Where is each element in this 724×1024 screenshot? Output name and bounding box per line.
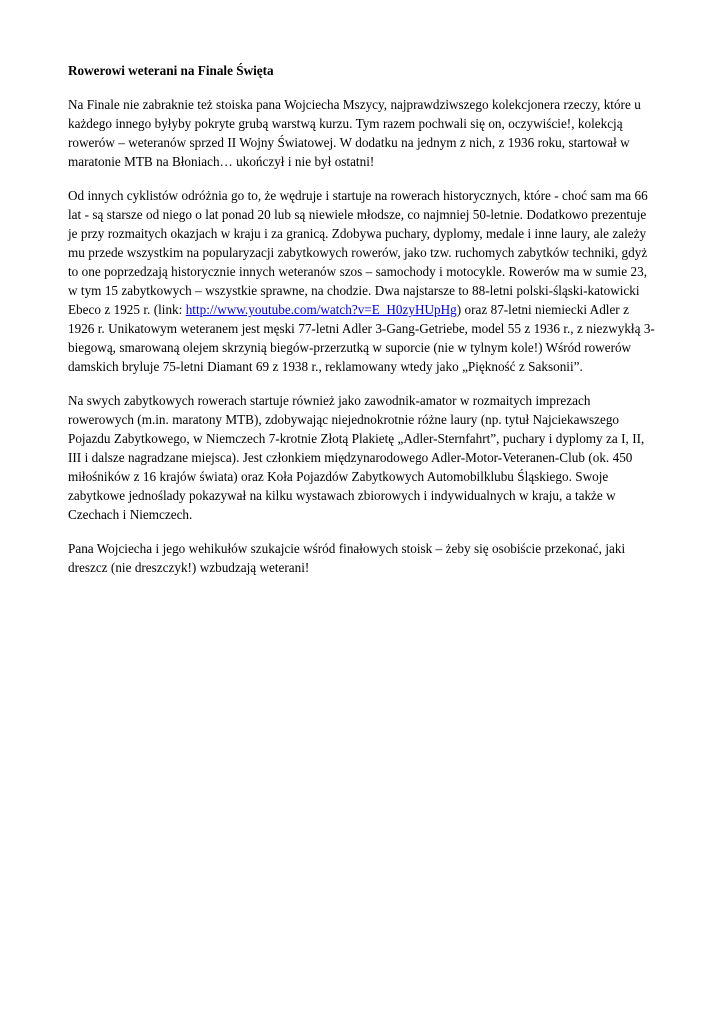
paragraph-collection-text-before: Od innych cyklistów odróżnia go to, że wędruje i startuje na rowerach historycznych, które - choć sam ma 66 lat - są starsze od niego o lat ponad 20 lub są niewiele młodsze, co najmniej 50-letnie. Dodatkowo prezentuje je przy rozmaitych okazjach w kraju i za granicą. Zdobywa puchary, dyplomy, medale i inne laury, ale zależy mu przede wszystkim na popularyzacji zabytkowych rowerów, jako tzw. ruchomych zabytków techniki, gdyż to one poprzedzają historycznie innych weteranów szos – samochody i motocykle. Rowerów ma w sumie 23, w tym 15 zabytkowych – wszystkie sprawne, na chodzie. Dwa najstarsze to 88-letni polski-śląski-katowicki Ebeco z 1925 r. (link: [68,188,648,318]
page-title: Rowerowi weterani na Finale Święta [68,63,274,78]
paragraph-intro: Na Finale nie zabraknie też stoiska pana Wojciecha Mszycy, najprawdziwszego kolekcjonera rzeczy, które u każdego innego byłyby pokryte grubą warstwą kurzu. Tym razem pochwali się on, oczywiście!, kolekcją rowerów – weteranów sprzed II Wojny Światowej. W dodatku na jednym z nich, z 1936 roku, startował w maratonie MTB na Błoniach… ukończył i nie był ostatni! [68,97,641,170]
paragraph-closing: Pana Wojciecha i jego wehikułów szukajcie wśród finałowych stoisk – żeby się osobiście przekonać, jaki dreszcz (nie dreszczyk!) wzbudzają weterani! [68,541,626,576]
youtube-link[interactable]: http://www.youtube.com/watch?v=E_H0zyHUpHg [185,302,457,318]
paragraph-collection-text-after: ) oraz 87-letni niemiecki Adler z 1926 r. Unikatowym weteranem jest męski 77-letni Adler 3-Gang-Getriebe, model 55 z 1936 r., z niezwykłą 3-biegową, smarowaną olejem skrzynią biegów-przerzutką w suporcie (nie w tylnym kole!) Wśród rowerów damskich bryluje 75-letni Diamant 69 z 1938 r., reklamowany wtedy jako „Piękność z Saksonii”. [68,302,655,375]
paragraph-collection [68,186,656,376]
paragraph-competitions: Na swych zabytkowych rowerach startuje również jako zawodnik-amator w rozmaitych imprezach rowerowych (m.in. maratony MTB), zdobywając niejednokrotnie różne laury (np. tytuł Najciekawszego Pojazdu Zabytkowego, w Niemczech 7-krotnie Złotą Plakietę „Adler-Sternfahrt”, puchary i dyplomy za I, II, III i dalsze nagradzane miejsca). Jest członkiem międzynarodowego Adler-Motor-Veteranen-Club (ok. 450 miłośników z 16 krajów świata) oraz Koła Pojazdów Zabytkowych Automobilklubu Śląskiego. Swoje zabytkowe jednoślady pokazywał na kilku wystawach zbiorowych i indywidualnych w kraju, a także w Czechach i Niemczech. [68,393,645,523]
